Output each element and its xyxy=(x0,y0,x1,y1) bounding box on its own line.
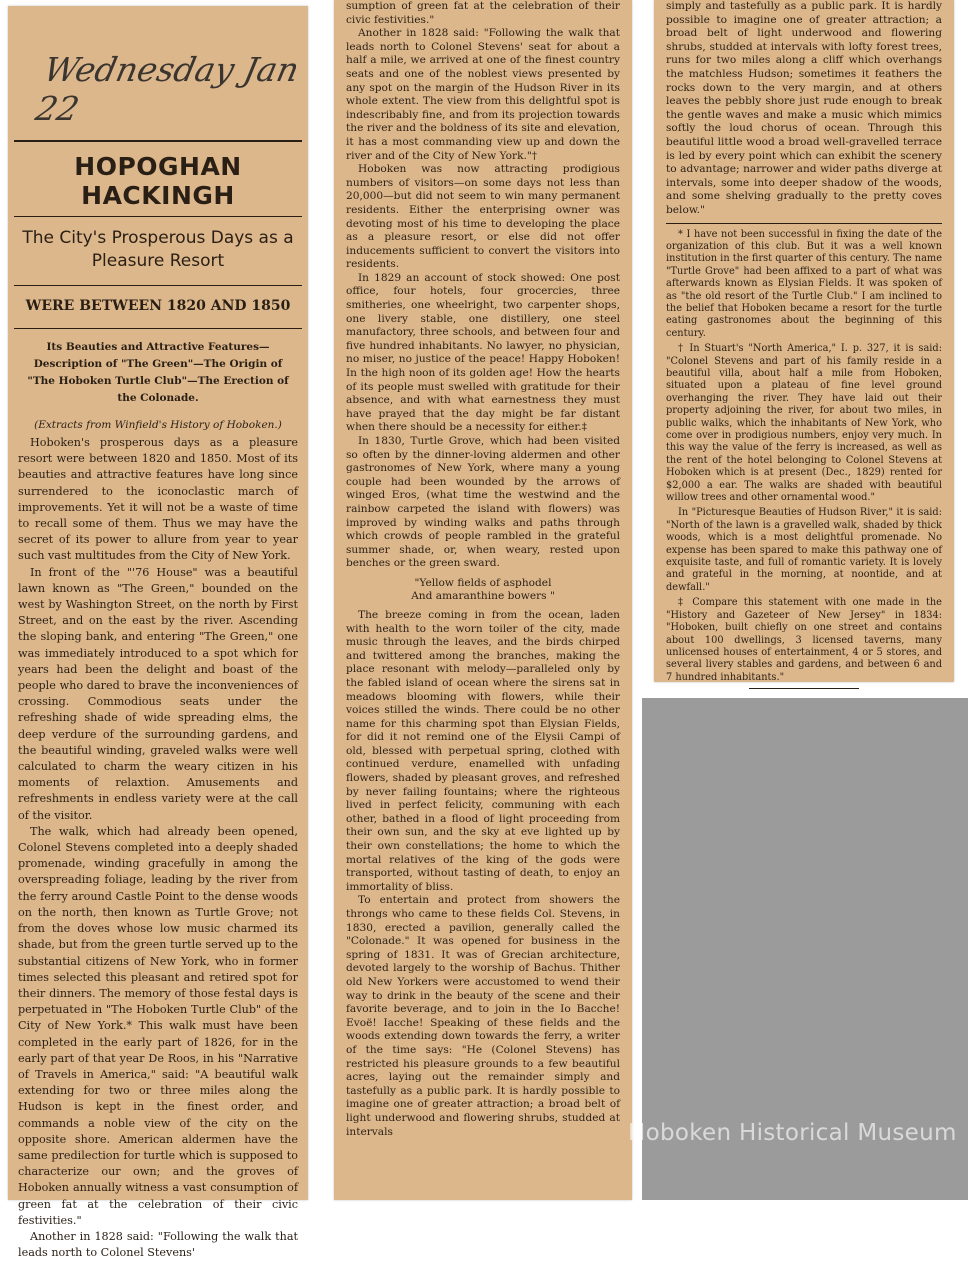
poem-line: And amaranthine bowers " xyxy=(411,589,555,602)
footnote: ‡ Compare this statement with one made in the "History and Gazeteer of New Jersey" in 1834: "Hoboken, built chiefly on one street and contains about 100 dwellings, 3 licensed taverns, many unlicensed houses of entertainment, 4 or 5 stores, and several livery stables and gardens, and between 6 and 7 hundred inhabitants." xyxy=(666,597,942,683)
paragraph: The breeze coming in from the ocean, laden with health to the worn toiler of the city, made music through the leaves, and the birds chirped and twittered among the branches, making the place resonant with melody—paralleled only by the fabled island of ocean where the sirens sat in meadows blooming with flowers, while their voices stilled the winds. There could be no other name for this charming spot than Elysian Fields, for did it not remind one of the Elysii Campi of old, blessed with perpetual spring, clothed with continued verdure, enamelled with unfading flowers, shaded by pleasant groves, and refreshed by never failing fountains; where the righteous lived in perfect felicity, communing with each other, bathed in a flood of light proceeding from their own sun, and the sky at eve lighted up by their own constellations; the home to which the mortal relatives of the king of the gods were transported, without tasting of death, to enjoy an immortality of bliss. xyxy=(346,608,620,893)
end-rule xyxy=(749,688,859,689)
paragraph: The walk, which had already been opened, Colonel Stevens completed into a deeply shaded promenade, winding gracefully in among the overspreading foliage, leading by the river from the ferry around Castle Point to the dense woods on the north, then known as Turtle Grove; not from the doves whose low music charmed its shade, but from the green turtle served up to the substantial citizens of New York, who in former times selected this pleasant and retired spot for their dinners. The memory of those festal days is perpetuated in "The Hoboken Turtle Club" of the City of New York.* This walk must have been completed in the early part of 1826, for in the early part of that year De Roos, in his "Narrative of Travels in America," said: "A beautiful walk extending for two or three miles along the Hudson is kept in the finest order, and commands a noble view of the city on the opposite shore. American aldermen have the same predilection for turtle which is supposed to characterize our own; and the groves of Hoboken annually witness a vast consumption of green fat at the celebration of their civic festivities." xyxy=(18,824,298,1227)
paragraph: Hoboken's prosperous days as a pleasure resort were between 1820 and 1850. Most of its beauties and attractive features have long since surrendered to the iconoclastic march of improvements. Yet it will not be a waste of time to recall some of them. Thus we may have the secret of its power to allure from year to year such vast multitudes from the City of New York. xyxy=(18,436,298,563)
paragraph: Hoboken was now attracting prodigious numbers of visitors—on some days not less than 20,000—but did not seem to win many permanent residents. Either the enterprising owner was devoting most of his time to developing the place as a pleasure resort, or else did not offer inducements sufficient to convert the visitors into residents. xyxy=(346,163,620,271)
article-column-2 xyxy=(346,0,620,571)
paragraph: Another in 1828 said: "Following the walk that leads north to Colonel Stevens' seat for about a half a mile, we arrived at one of the finest country seats and one of the noblest views presented by any spot on the margin of the Hudson River in its whole extent. The view from this delightful spot is indescribably fine, and from its projection towards the river and the boldness of its site and elevation, it has a most commanding view up and down the river and of the City of New York."† xyxy=(346,27,620,162)
footnote: * I have not been successful in fixing the date of the organization of this club. But it was a well known institution in the first quarter of this century. The name "Turtle Grove" had been affixed to a part of what was afterwards known as Elysian Fields. It was spoken of as "the old resort of the Turtle Club." I am inclined to the belief that Hoboken became a resort for the turtle eating gastronomes about the beginning of this century. xyxy=(666,228,942,339)
clipping-strip-2 xyxy=(334,0,632,1200)
paragraph: In front of the "'76 House" was a beautiful lawn known as "The Green," bounded on the west by Washington Street, on the north by First Street, and on the east by the river. Ascending the sloping bank, and entering "The Green," one was immediately introduced to a spot which for years had been the delight and boast of the people who dared to brave the inconveniences of crossing. Commodious seats under the refreshing shade of wide spreading elms, the deep verdure of the surrounding gardens, and the beautiful winding, graveled walks were well calculated to charm the weary citizen in his moments of relaxtion. Amusements and refreshments in endless variety were at the call of the visitor. xyxy=(18,565,298,822)
paragraph: To entertain and protect from showers the throngs who came to these fields Col. Stevens, in 1830, erected a pavilion, generally called the "Colonade." It was opened for business in the spring of 1831. It was of Grecian architecture, devoted largely to the worship of Bachus. Thither old New Yorkers were accustomed to wend their way to drink in the beauty of the scene and their favorite beverage, and to join in the Io Bacche! Evoë! Iacche! Speaking of these fields and the woods extending down towards the ferry, a writer of the time says: "He (Colonel Stevens) has restricted his pleasure grounds to a few beautiful acres, laying out the remainder simply and tastefully as a public park. It is hardly possible to imagine one of greater attraction; a broad belt of light underwood and flowering shrubs, studded at intervals xyxy=(346,894,620,1138)
paragraph: In 1830, Turtle Grove, which had been visited so often by the dinner-loving aldermen and other gastronomes of New York, where many a young couple had been wounded by the arrows of winged Eros, (what time the westwind and the rainbow carpeted the island with flowers) was improved by winding walks and paths through which crowds of people rambled in the grateful summer shade, or, when weary, rested upon benches or the green sward. xyxy=(346,435,620,570)
footnote: † In Stuart's "North America," I. p. 327, it is said: "Colonel Stevens and part of his family reside in a beautiful villa, about half a mile from Hoboken, situated upon a plateau of fine level ground overhanging the river. They have laid out their property adjoining the river, for about two miles, in public walks, which the inhabitants of New York, who come over in prodigious numbers, enjoy very much. In this way the value of the ferry is increased, as well as the rent of the hotel belonging to Colonel Stevens at Hoboken which is at present (Dec., 1829) rented for $2,000 a ear. The walks are shaded with beautiful willow trees and other ornamental wood." xyxy=(666,343,942,504)
subheadline: The City's Prosperous Days as a Pleasure Resort xyxy=(22,228,294,271)
museum-watermark: Hoboken Historical Museum xyxy=(628,1120,957,1146)
source-citation: (Extracts from Winfield's History of Hoboken.) xyxy=(34,419,282,431)
article-column-3 xyxy=(666,0,942,218)
footnotes xyxy=(666,229,942,685)
paragraph: In 1829 an account of stock showed: One post office, four hotels, four grocercies, three smitheries, one wheelright, two carpenter shops, one livery stable, one distillery, one steel manufactory, three schools, and between four and five hundred inhabitants. No lawyer, no physician, no miser, no justice of the peace! Happy Hoboken! In the high noon of its golden age! How the hearts of its people must swelled with gratitude for their absence, and with what earnestness they must have prayed that the day might be far distant when there should be a necessity for either.‡ xyxy=(346,271,620,434)
poem-quote xyxy=(346,577,620,603)
paragraph: simply and tastefully as a public park. It is hardly possible to imagine one of greater attraction; a broad belt of light underwood and flowering shrubs, studded at intervals with lofty forest trees, runs for two miles along a cliff which overhangs the matchless Hudson; sometimes it feathers the rocks down to the very margin, and at others leaves the pebbly shore just rude enough to break the gentle waves and make a music which mimics softly the loud chorus of ocean. Through this beautiful little wood a broad well-gravelled terrace is led by every point which can exhibit the scenery to advantage; narrower and wider paths diverge at intervals, some into deeper shadow of the woods, and some shelving gradually to the pretty coves below." xyxy=(666,0,942,216)
summary-text: Its Beauties and Attractive Features—Description of "The Green"—The Origin of "The Hoboken Turtle Club"—The Erection of the Colonade. xyxy=(27,341,289,404)
poem-line: "Yellow fields of asphodel xyxy=(414,576,552,589)
paragraph: Another in 1828 said: "Following the walk that leads north to Colonel Stevens' xyxy=(18,1229,298,1260)
clipping-strip-1 xyxy=(8,6,308,1260)
handwritten-date: Wednesday Jan 22 xyxy=(32,50,303,128)
clipping-strip-3 xyxy=(654,0,954,682)
article-column-1 xyxy=(18,435,298,1261)
headline: HOPOGHAN HACKINGH xyxy=(74,152,242,210)
deck-heading: WERE BETWEEN 1820 AND 1850 xyxy=(25,298,291,314)
notes-rule xyxy=(666,223,942,224)
paragraph: sumption of green fat at the celebration of their civic festivities." xyxy=(346,0,620,26)
article-column-2-continued xyxy=(346,609,620,1139)
footnote: In "Picturesque Beauties of Hudson River," it is said: "North of the lawn is a gravelled walk, shaded by thick woods, which is a most delightful promenade. No expense has been spared to make this pathway one of exquisite taste, and full of romantic variety. It is lovely and grateful in the morning, at noontide, and at dewfall." xyxy=(666,507,942,593)
